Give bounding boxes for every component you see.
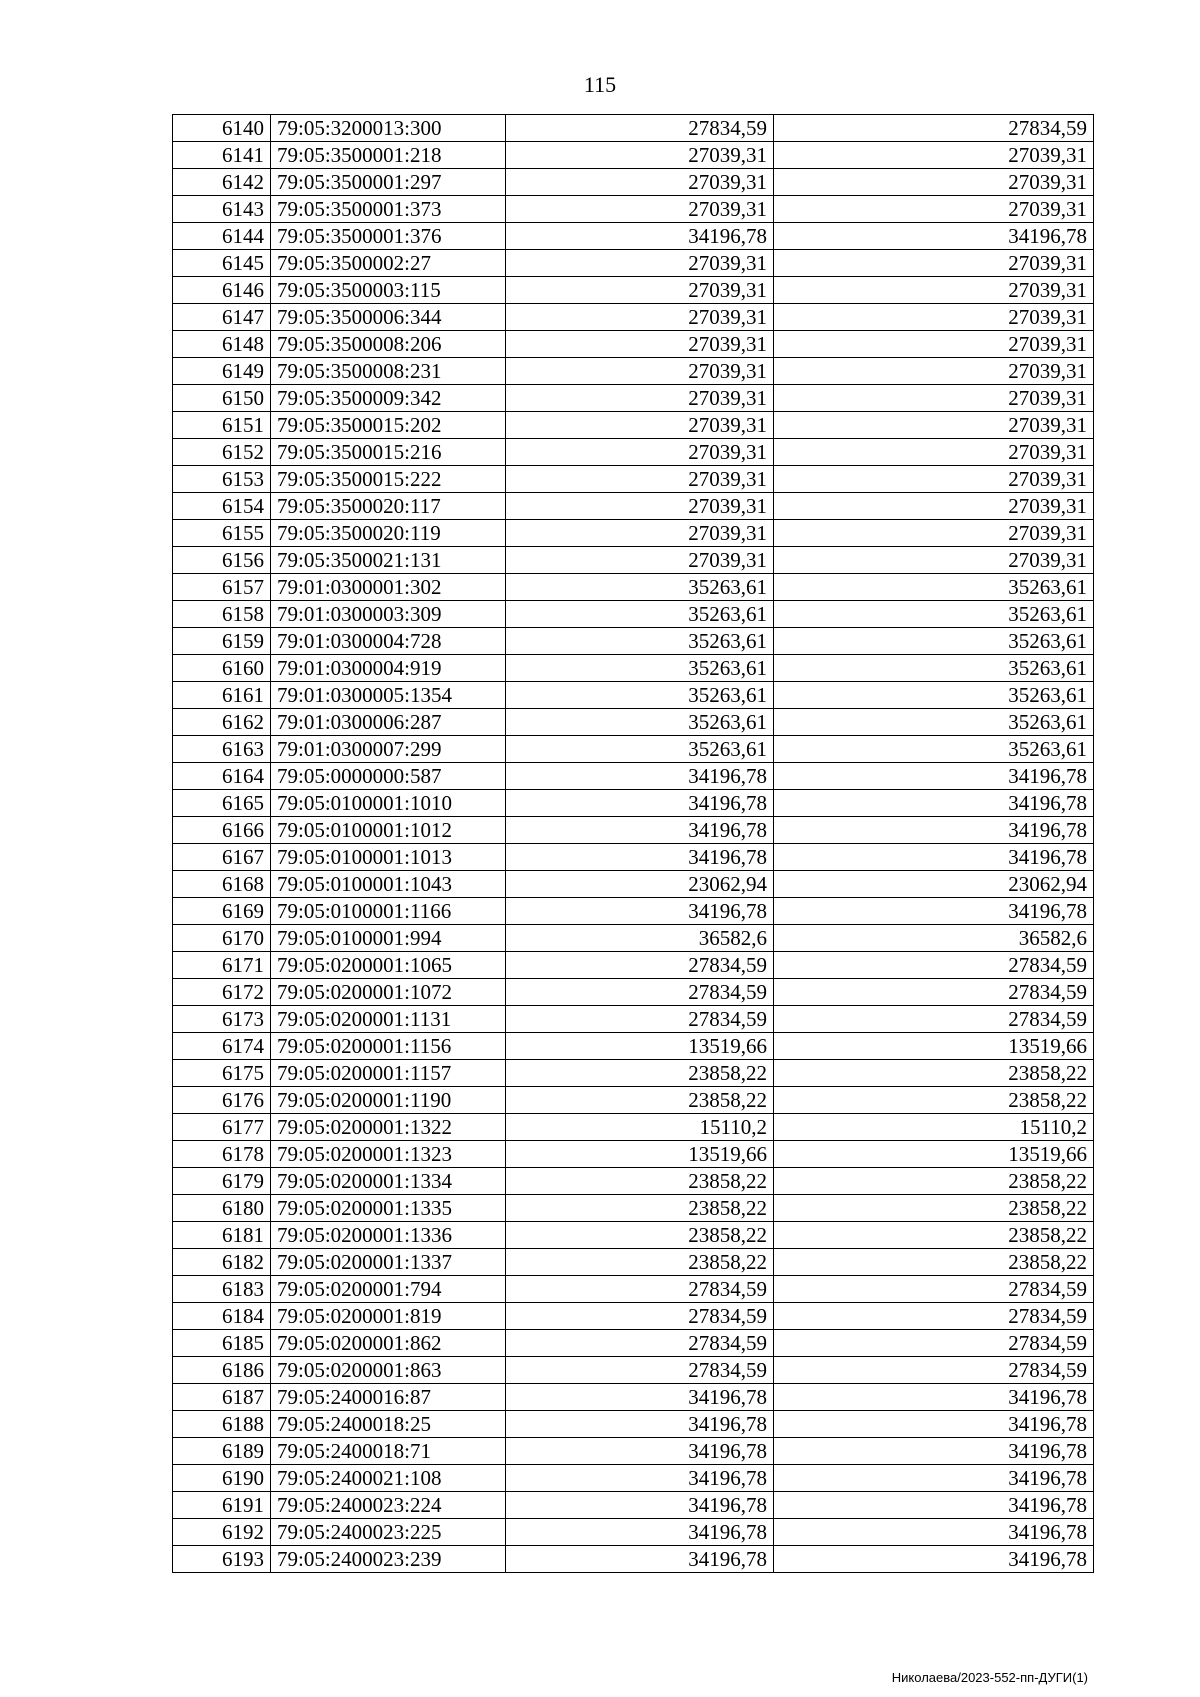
row-number-cell: 6159 bbox=[173, 628, 271, 655]
value-cell: 27039,31 bbox=[506, 304, 774, 331]
value-cell: 23858,22 bbox=[506, 1060, 774, 1087]
cadastral-number-cell: 79:05:0200001:1131 bbox=[271, 1006, 506, 1033]
cadastral-number-cell: 79:05:0200001:1190 bbox=[271, 1087, 506, 1114]
cadastral-number-cell: 79:05:0200001:1065 bbox=[271, 952, 506, 979]
row-number-cell: 6179 bbox=[173, 1168, 271, 1195]
cadastral-number-cell: 79:05:2400021:108 bbox=[271, 1465, 506, 1492]
cadastral-number-cell: 79:05:2400018:71 bbox=[271, 1438, 506, 1465]
value-cell-final: 34196,78 bbox=[774, 817, 1094, 844]
row-number-cell: 6158 bbox=[173, 601, 271, 628]
cadastral-number-cell: 79:05:2400023:224 bbox=[271, 1492, 506, 1519]
table-row bbox=[173, 1222, 1094, 1249]
cadastral-number-cell: 79:05:3500001:297 bbox=[271, 169, 506, 196]
value-cell: 27834,59 bbox=[506, 1330, 774, 1357]
value-cell-final: 13519,66 bbox=[774, 1033, 1094, 1060]
cadastral-number-cell: 79:01:0300004:919 bbox=[271, 655, 506, 682]
value-cell: 23858,22 bbox=[506, 1087, 774, 1114]
value-cell-final: 27039,31 bbox=[774, 277, 1094, 304]
value-cell: 23858,22 bbox=[506, 1168, 774, 1195]
row-number-cell: 6181 bbox=[173, 1222, 271, 1249]
value-cell-final: 34196,78 bbox=[774, 844, 1094, 871]
row-number-cell: 6142 bbox=[173, 169, 271, 196]
table-row bbox=[173, 547, 1094, 574]
cadastral-number-cell: 79:05:3500021:131 bbox=[271, 547, 506, 574]
value-cell-final: 35263,61 bbox=[774, 655, 1094, 682]
table-row bbox=[173, 682, 1094, 709]
value-cell: 23062,94 bbox=[506, 871, 774, 898]
row-number-cell: 6156 bbox=[173, 547, 271, 574]
value-cell: 34196,78 bbox=[506, 817, 774, 844]
row-number-cell: 6190 bbox=[173, 1465, 271, 1492]
value-cell-final: 34196,78 bbox=[774, 1384, 1094, 1411]
value-cell: 35263,61 bbox=[506, 601, 774, 628]
table-row bbox=[173, 412, 1094, 439]
table-row bbox=[173, 763, 1094, 790]
value-cell-final: 27039,31 bbox=[774, 331, 1094, 358]
table-row bbox=[173, 790, 1094, 817]
value-cell: 34196,78 bbox=[506, 790, 774, 817]
table-row bbox=[173, 1465, 1094, 1492]
value-cell-final: 27834,59 bbox=[774, 1303, 1094, 1330]
row-number-cell: 6173 bbox=[173, 1006, 271, 1033]
table-row bbox=[173, 493, 1094, 520]
value-cell-final: 35263,61 bbox=[774, 601, 1094, 628]
value-cell-final: 27834,59 bbox=[774, 115, 1094, 142]
value-cell-final: 34196,78 bbox=[774, 1465, 1094, 1492]
cadastral-number-cell: 79:05:3500001:373 bbox=[271, 196, 506, 223]
cadastral-number-cell: 79:05:2400023:225 bbox=[271, 1519, 506, 1546]
table-row bbox=[173, 331, 1094, 358]
value-cell: 27834,59 bbox=[506, 115, 774, 142]
value-cell-final: 23062,94 bbox=[774, 871, 1094, 898]
table-body bbox=[173, 115, 1094, 1573]
row-number-cell: 6165 bbox=[173, 790, 271, 817]
cadastral-number-cell: 79:05:0100001:994 bbox=[271, 925, 506, 952]
row-number-cell: 6152 bbox=[173, 439, 271, 466]
value-cell: 27039,31 bbox=[506, 358, 774, 385]
row-number-cell: 6169 bbox=[173, 898, 271, 925]
value-cell: 34196,78 bbox=[506, 898, 774, 925]
table-row bbox=[173, 1195, 1094, 1222]
value-cell-final: 27039,31 bbox=[774, 304, 1094, 331]
row-number-cell: 6146 bbox=[173, 277, 271, 304]
row-number-cell: 6180 bbox=[173, 1195, 271, 1222]
value-cell: 27039,31 bbox=[506, 493, 774, 520]
cadastral-number-cell: 79:05:0200001:863 bbox=[271, 1357, 506, 1384]
value-cell: 27834,59 bbox=[506, 979, 774, 1006]
table-row bbox=[173, 142, 1094, 169]
cadastral-number-cell: 79:05:2400023:239 bbox=[271, 1546, 506, 1573]
table-row bbox=[173, 1519, 1094, 1546]
value-cell: 27834,59 bbox=[506, 1006, 774, 1033]
row-number-cell: 6157 bbox=[173, 574, 271, 601]
cadastral-number-cell: 79:05:0200001:1156 bbox=[271, 1033, 506, 1060]
cadastral-number-cell: 79:05:0200001:1336 bbox=[271, 1222, 506, 1249]
cadastral-number-cell: 79:01:0300007:299 bbox=[271, 736, 506, 763]
cadastral-number-cell: 79:05:0100001:1012 bbox=[271, 817, 506, 844]
table-row bbox=[173, 871, 1094, 898]
cadastral-number-cell: 79:05:3500006:344 bbox=[271, 304, 506, 331]
cadastral-number-cell: 79:05:0200001:1334 bbox=[271, 1168, 506, 1195]
table-row bbox=[173, 601, 1094, 628]
cadastral-number-cell: 79:05:3500008:206 bbox=[271, 331, 506, 358]
row-number-cell: 6172 bbox=[173, 979, 271, 1006]
value-cell: 36582,6 bbox=[506, 925, 774, 952]
value-cell-final: 27039,31 bbox=[774, 466, 1094, 493]
row-number-cell: 6163 bbox=[173, 736, 271, 763]
value-cell-final: 35263,61 bbox=[774, 709, 1094, 736]
row-number-cell: 6189 bbox=[173, 1438, 271, 1465]
value-cell-final: 23858,22 bbox=[774, 1222, 1094, 1249]
document-stamp: Николаева/2023-552-пп-ДУГИ(1) bbox=[891, 1670, 1088, 1685]
cadastral-number-cell: 79:05:3500003:115 bbox=[271, 277, 506, 304]
row-number-cell: 6150 bbox=[173, 385, 271, 412]
cadastral-number-cell: 79:05:0100001:1043 bbox=[271, 871, 506, 898]
value-cell: 34196,78 bbox=[506, 1465, 774, 1492]
value-cell-final: 27834,59 bbox=[774, 952, 1094, 979]
row-number-cell: 6147 bbox=[173, 304, 271, 331]
value-cell-final: 27834,59 bbox=[774, 1006, 1094, 1033]
cadastral-number-cell: 79:05:0200001:1157 bbox=[271, 1060, 506, 1087]
cadastral-number-cell: 79:05:3500001:218 bbox=[271, 142, 506, 169]
cadastral-number-cell: 79:05:3200013:300 bbox=[271, 115, 506, 142]
value-cell-final: 35263,61 bbox=[774, 628, 1094, 655]
value-cell: 34196,78 bbox=[506, 1546, 774, 1573]
value-cell: 15110,2 bbox=[506, 1114, 774, 1141]
cadastral-number-cell: 79:05:3500020:117 bbox=[271, 493, 506, 520]
table-row bbox=[173, 1438, 1094, 1465]
row-number-cell: 6144 bbox=[173, 223, 271, 250]
cadastral-number-cell: 79:05:3500015:222 bbox=[271, 466, 506, 493]
cadastral-number-cell: 79:01:0300004:728 bbox=[271, 628, 506, 655]
table-row bbox=[173, 1303, 1094, 1330]
value-cell-final: 27834,59 bbox=[774, 1276, 1094, 1303]
row-number-cell: 6164 bbox=[173, 763, 271, 790]
value-cell: 27834,59 bbox=[506, 1276, 774, 1303]
row-number-cell: 6187 bbox=[173, 1384, 271, 1411]
value-cell: 35263,61 bbox=[506, 655, 774, 682]
value-cell-final: 34196,78 bbox=[774, 898, 1094, 925]
table-row bbox=[173, 1033, 1094, 1060]
table-row bbox=[173, 358, 1094, 385]
cadastral-number-cell: 79:01:0300003:309 bbox=[271, 601, 506, 628]
value-cell-final: 34196,78 bbox=[774, 763, 1094, 790]
table-row bbox=[173, 1384, 1094, 1411]
row-number-cell: 6182 bbox=[173, 1249, 271, 1276]
row-number-cell: 6171 bbox=[173, 952, 271, 979]
row-number-cell: 6186 bbox=[173, 1357, 271, 1384]
value-cell-final: 34196,78 bbox=[774, 1438, 1094, 1465]
table-row bbox=[173, 1006, 1094, 1033]
table-row bbox=[173, 304, 1094, 331]
value-cell-final: 35263,61 bbox=[774, 682, 1094, 709]
table-row bbox=[173, 1357, 1094, 1384]
cadastral-number-cell: 79:05:3500002:27 bbox=[271, 250, 506, 277]
value-cell: 27039,31 bbox=[506, 412, 774, 439]
table-row bbox=[173, 1087, 1094, 1114]
value-cell: 35263,61 bbox=[506, 628, 774, 655]
table-row bbox=[173, 1276, 1094, 1303]
cadastral-number-cell: 79:05:0200001:862 bbox=[271, 1330, 506, 1357]
row-number-cell: 6162 bbox=[173, 709, 271, 736]
value-cell-final: 23858,22 bbox=[774, 1060, 1094, 1087]
value-cell: 23858,22 bbox=[506, 1195, 774, 1222]
row-number-cell: 6170 bbox=[173, 925, 271, 952]
table-row bbox=[173, 1546, 1094, 1573]
cadastral-number-cell: 79:05:3500015:202 bbox=[271, 412, 506, 439]
table-row bbox=[173, 1249, 1094, 1276]
cadastral-number-cell: 79:05:0200001:1337 bbox=[271, 1249, 506, 1276]
row-number-cell: 6188 bbox=[173, 1411, 271, 1438]
value-cell-final: 27039,31 bbox=[774, 520, 1094, 547]
row-number-cell: 6149 bbox=[173, 358, 271, 385]
table-row bbox=[173, 169, 1094, 196]
value-cell: 27834,59 bbox=[506, 1303, 774, 1330]
row-number-cell: 6141 bbox=[173, 142, 271, 169]
page-number: 115 bbox=[583, 72, 617, 97]
row-number-cell: 6166 bbox=[173, 817, 271, 844]
value-cell: 27039,31 bbox=[506, 196, 774, 223]
value-cell: 34196,78 bbox=[506, 1492, 774, 1519]
cadastral-number-cell: 79:01:0300001:302 bbox=[271, 574, 506, 601]
table-row bbox=[173, 952, 1094, 979]
row-number-cell: 6154 bbox=[173, 493, 271, 520]
table-row bbox=[173, 1060, 1094, 1087]
value-cell: 27039,31 bbox=[506, 169, 774, 196]
value-cell-final: 27039,31 bbox=[774, 412, 1094, 439]
value-cell-final: 36582,6 bbox=[774, 925, 1094, 952]
table-row bbox=[173, 1411, 1094, 1438]
row-number-cell: 6151 bbox=[173, 412, 271, 439]
value-cell: 34196,78 bbox=[506, 1411, 774, 1438]
value-cell: 35263,61 bbox=[506, 736, 774, 763]
row-number-cell: 6178 bbox=[173, 1141, 271, 1168]
value-cell-final: 23858,22 bbox=[774, 1168, 1094, 1195]
value-cell-final: 35263,61 bbox=[774, 574, 1094, 601]
cadastral-number-cell: 79:05:0100001:1010 bbox=[271, 790, 506, 817]
value-cell-final: 23858,22 bbox=[774, 1195, 1094, 1222]
table-row bbox=[173, 277, 1094, 304]
row-number-cell: 6161 bbox=[173, 682, 271, 709]
cadastral-number-cell: 79:05:0000000:587 bbox=[271, 763, 506, 790]
value-cell: 27039,31 bbox=[506, 385, 774, 412]
value-cell-final: 34196,78 bbox=[774, 790, 1094, 817]
value-cell-final: 34196,78 bbox=[774, 223, 1094, 250]
value-cell-final: 15110,2 bbox=[774, 1114, 1094, 1141]
table-row bbox=[173, 1168, 1094, 1195]
value-cell: 34196,78 bbox=[506, 1438, 774, 1465]
cadastral-number-cell: 79:05:0200001:1322 bbox=[271, 1114, 506, 1141]
value-cell-final: 34196,78 bbox=[774, 1546, 1094, 1573]
table-row bbox=[173, 898, 1094, 925]
value-cell: 27039,31 bbox=[506, 547, 774, 574]
table-row bbox=[173, 115, 1094, 142]
table-row bbox=[173, 439, 1094, 466]
value-cell-final: 23858,22 bbox=[774, 1249, 1094, 1276]
cadastral-number-cell: 79:05:3500009:342 bbox=[271, 385, 506, 412]
value-cell-final: 23858,22 bbox=[774, 1087, 1094, 1114]
row-number-cell: 6175 bbox=[173, 1060, 271, 1087]
table-row bbox=[173, 223, 1094, 250]
value-cell-final: 27039,31 bbox=[774, 493, 1094, 520]
table-row bbox=[173, 979, 1094, 1006]
cadastral-number-cell: 79:05:0200001:1323 bbox=[271, 1141, 506, 1168]
value-cell: 34196,78 bbox=[506, 1384, 774, 1411]
table-row bbox=[173, 466, 1094, 493]
table-row bbox=[173, 736, 1094, 763]
cadastral-number-cell: 79:05:3500015:216 bbox=[271, 439, 506, 466]
row-number-cell: 6191 bbox=[173, 1492, 271, 1519]
cadastral-number-cell: 79:05:2400018:25 bbox=[271, 1411, 506, 1438]
value-cell-final: 27039,31 bbox=[774, 385, 1094, 412]
row-number-cell: 6174 bbox=[173, 1033, 271, 1060]
value-cell: 27039,31 bbox=[506, 439, 774, 466]
table-row bbox=[173, 1114, 1094, 1141]
value-cell-final: 27039,31 bbox=[774, 358, 1094, 385]
value-cell: 34196,78 bbox=[506, 223, 774, 250]
cadastral-number-cell: 79:05:0100001:1013 bbox=[271, 844, 506, 871]
table-row bbox=[173, 196, 1094, 223]
row-number-cell: 6143 bbox=[173, 196, 271, 223]
row-number-cell: 6160 bbox=[173, 655, 271, 682]
value-cell: 34196,78 bbox=[506, 763, 774, 790]
value-cell: 13519,66 bbox=[506, 1141, 774, 1168]
value-cell-final: 27039,31 bbox=[774, 439, 1094, 466]
value-cell-final: 27039,31 bbox=[774, 142, 1094, 169]
row-number-cell: 6168 bbox=[173, 871, 271, 898]
row-number-cell: 6177 bbox=[173, 1114, 271, 1141]
value-cell: 35263,61 bbox=[506, 574, 774, 601]
table-row bbox=[173, 1141, 1094, 1168]
value-cell: 27039,31 bbox=[506, 466, 774, 493]
value-cell: 27039,31 bbox=[506, 277, 774, 304]
value-cell-final: 27039,31 bbox=[774, 169, 1094, 196]
value-cell-final: 27039,31 bbox=[774, 196, 1094, 223]
table-row bbox=[173, 1330, 1094, 1357]
row-number-cell: 6176 bbox=[173, 1087, 271, 1114]
table-row bbox=[173, 520, 1094, 547]
row-number-cell: 6193 bbox=[173, 1546, 271, 1573]
value-cell: 34196,78 bbox=[506, 844, 774, 871]
table-row bbox=[173, 925, 1094, 952]
value-cell-final: 27039,31 bbox=[774, 250, 1094, 277]
value-cell: 13519,66 bbox=[506, 1033, 774, 1060]
table-row bbox=[173, 385, 1094, 412]
value-cell-final: 27039,31 bbox=[774, 547, 1094, 574]
value-cell: 27039,31 bbox=[506, 142, 774, 169]
table-row bbox=[173, 250, 1094, 277]
cadastral-number-cell: 79:05:0100001:1166 bbox=[271, 898, 506, 925]
row-number-cell: 6155 bbox=[173, 520, 271, 547]
cadastral-number-cell: 79:05:0200001:1072 bbox=[271, 979, 506, 1006]
value-cell: 27039,31 bbox=[506, 331, 774, 358]
value-cell-final: 13519,66 bbox=[774, 1141, 1094, 1168]
row-number-cell: 6184 bbox=[173, 1303, 271, 1330]
table-row bbox=[173, 655, 1094, 682]
cadastral-number-cell: 79:05:0200001:1335 bbox=[271, 1195, 506, 1222]
cadastral-number-cell: 79:05:3500008:231 bbox=[271, 358, 506, 385]
value-cell-final: 27834,59 bbox=[774, 979, 1094, 1006]
cadastral-number-cell: 79:05:0200001:819 bbox=[271, 1303, 506, 1330]
row-number-cell: 6167 bbox=[173, 844, 271, 871]
row-number-cell: 6153 bbox=[173, 466, 271, 493]
value-cell: 27039,31 bbox=[506, 520, 774, 547]
cadastral-number-cell: 79:05:3500020:119 bbox=[271, 520, 506, 547]
value-cell: 23858,22 bbox=[506, 1249, 774, 1276]
table-row bbox=[173, 709, 1094, 736]
table-row bbox=[173, 817, 1094, 844]
row-number-cell: 6185 bbox=[173, 1330, 271, 1357]
cadastral-value-table bbox=[172, 114, 1094, 1573]
cadastral-number-cell: 79:05:3500001:376 bbox=[271, 223, 506, 250]
value-cell-final: 34196,78 bbox=[774, 1492, 1094, 1519]
value-cell-final: 34196,78 bbox=[774, 1411, 1094, 1438]
value-cell: 27039,31 bbox=[506, 250, 774, 277]
value-cell: 27834,59 bbox=[506, 952, 774, 979]
row-number-cell: 6192 bbox=[173, 1519, 271, 1546]
value-cell-final: 35263,61 bbox=[774, 736, 1094, 763]
value-cell-final: 27834,59 bbox=[774, 1357, 1094, 1384]
row-number-cell: 6145 bbox=[173, 250, 271, 277]
cadastral-number-cell: 79:01:0300005:1354 bbox=[271, 682, 506, 709]
cadastral-number-cell: 79:01:0300006:287 bbox=[271, 709, 506, 736]
row-number-cell: 6148 bbox=[173, 331, 271, 358]
table-row bbox=[173, 574, 1094, 601]
value-cell-final: 34196,78 bbox=[774, 1519, 1094, 1546]
value-cell: 35263,61 bbox=[506, 682, 774, 709]
table-row bbox=[173, 844, 1094, 871]
cadastral-number-cell: 79:05:2400016:87 bbox=[271, 1384, 506, 1411]
value-cell: 35263,61 bbox=[506, 709, 774, 736]
cadastral-number-cell: 79:05:0200001:794 bbox=[271, 1276, 506, 1303]
value-cell-final: 27834,59 bbox=[774, 1330, 1094, 1357]
value-cell: 34196,78 bbox=[506, 1519, 774, 1546]
row-number-cell: 6140 bbox=[173, 115, 271, 142]
row-number-cell: 6183 bbox=[173, 1276, 271, 1303]
table-row bbox=[173, 1492, 1094, 1519]
value-cell: 27834,59 bbox=[506, 1357, 774, 1384]
value-cell: 23858,22 bbox=[506, 1222, 774, 1249]
table-row bbox=[173, 628, 1094, 655]
